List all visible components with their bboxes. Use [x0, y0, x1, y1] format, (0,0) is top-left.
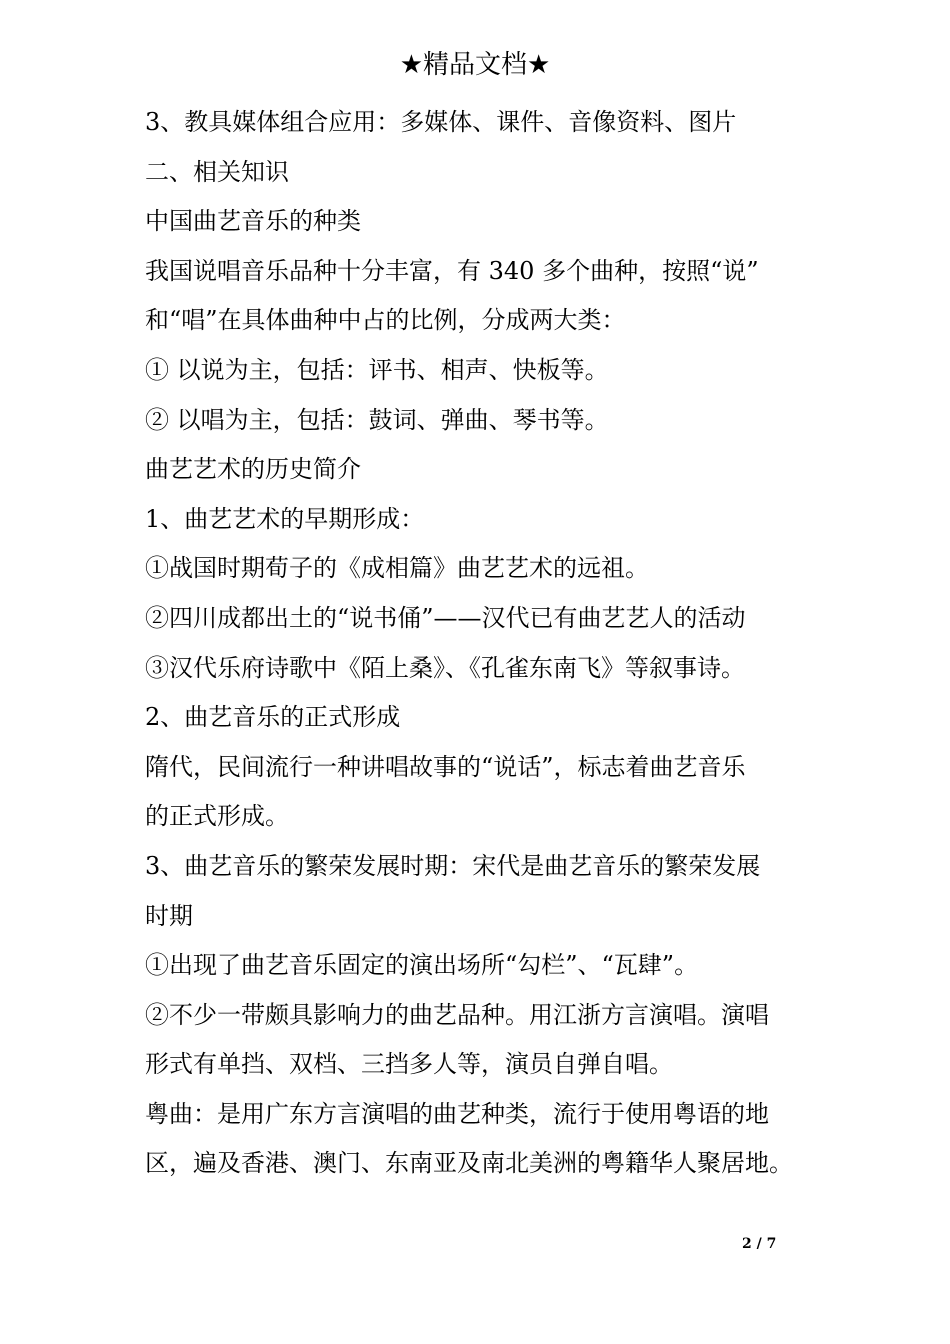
- page-header-title: ★精品文档★: [399, 50, 551, 80]
- list-item: ② 以唱为主，包括：鼓词、弹曲、琴书等。: [145, 405, 609, 434]
- document-body: [145, 98, 815, 1189]
- subsection-heading: 曲艺艺术的历史简介: [145, 455, 361, 484]
- list-item: ②四川成都出土的“说书俑”——汉代已有曲艺艺人的活动: [145, 603, 746, 632]
- page-number: 2 / 7: [742, 1236, 777, 1252]
- section-heading: 二、相关知识: [145, 157, 289, 186]
- subsection-heading: 中国曲艺音乐的种类: [145, 207, 361, 236]
- text-line: 隋代，民间流行一种讲唱故事的“说话”，标志着曲艺音乐: [145, 752, 746, 781]
- text-line: 2、曲艺音乐的正式形成: [145, 703, 401, 732]
- list-item: ②不少一带颇具影响力的曲艺品种。用江浙方言演唱。演唱: [145, 1000, 769, 1029]
- list-item: ①出现了曲艺音乐固定的演出场所“勾栏”、“瓦肆”。: [145, 951, 699, 980]
- list-item: ③汉代乐府诗歌中《陌上桑》、《孔雀东南飞》等叙事诗。: [145, 653, 745, 682]
- text-line: 粤曲：是用广东方言演唱的曲艺种类，流行于使用粤语的地: [145, 1099, 769, 1128]
- list-item: ① 以说为主，包括：评书、相声、快板等。: [145, 355, 609, 384]
- text-line: 我国说唱音乐品种十分丰富，有 340 多个曲种，按照“说”: [145, 256, 759, 285]
- text-line: 区，遍及香港、澳门、东南亚及南北美洲的粤籍华人聚居地。: [145, 1149, 793, 1178]
- list-item: ①战国时期荀子的《成相篇》曲艺艺术的远祖。: [145, 554, 649, 583]
- text-line: 时期: [145, 901, 193, 930]
- text-line: 的正式形成。: [145, 802, 289, 831]
- text-line: 和“唱”在具体曲种中占的比例，分成两大类：: [145, 306, 626, 335]
- text-line: 3、教具媒体组合应用：多媒体、课件、音像资料、图片: [145, 108, 737, 136]
- text-line: 形式有单挡、双档、三挡多人等，演员自弹自唱。: [145, 1050, 673, 1079]
- text-line: 1、曲艺艺术的早期形成：: [145, 504, 425, 533]
- text-line: 3、曲艺音乐的繁荣发展时期：宋代是曲艺音乐的繁荣发展: [145, 851, 761, 880]
